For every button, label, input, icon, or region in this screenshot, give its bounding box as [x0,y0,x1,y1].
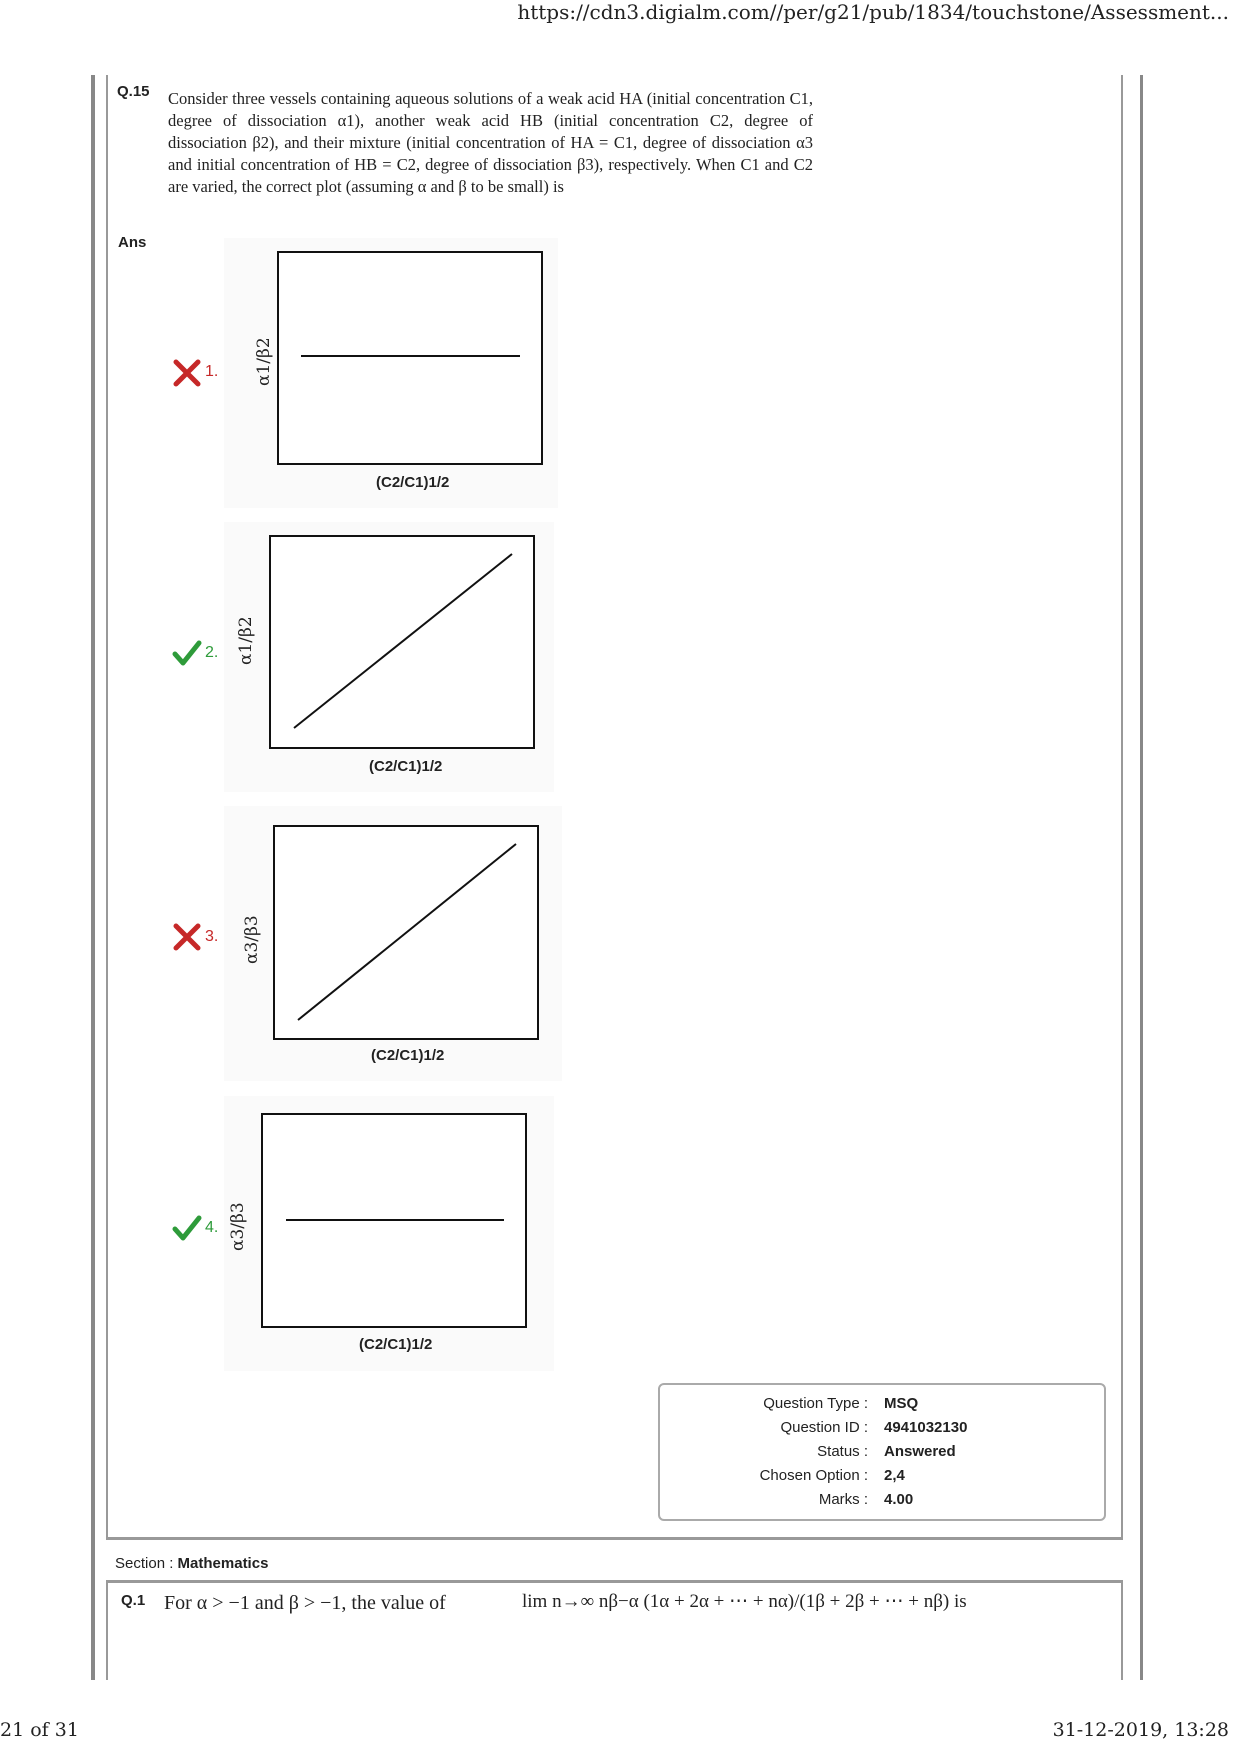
page-url: https://cdn3.digialm.com//per/g21/pub/1834/touchstone/Assessment... [517,0,1229,24]
option-2-ylabel: α1/β2 [236,616,256,665]
option-4-ylabel: α3/β3 [228,1202,248,1251]
page-count: 21 of 31 [0,1719,79,1741]
option-1-number: 1. [205,363,219,380]
question-number: Q.15 [117,83,150,100]
option-3-chart [224,806,562,1081]
check-icon [172,1213,202,1243]
option-1-xlabel: (C2/C1)1/2 [376,474,450,491]
option-4-plot [224,1096,554,1371]
option-3-xlabel: (C2/C1)1/2 [371,1047,445,1064]
section-heading: Section : Mathematics [115,1555,269,1572]
option-1-chart [224,238,558,508]
info-status: Status : Answered [817,1443,956,1460]
check-icon [172,638,202,668]
print-datetime: 31-12-2019, 13:28 [1052,1719,1229,1741]
option-3-number: 3. [205,928,219,945]
option-1-plot [224,238,558,508]
option-3-plot [224,806,562,1081]
page-right-border [1140,75,1143,1680]
plot-frame [278,252,542,464]
next-question-math: lim n→∞ nβ−α (1α + 2α + ⋯ + nα)/(1β + 2β + ⋯ + nβ) is [522,1591,967,1612]
page-left-border [91,75,95,1680]
info-chosen-option: Chosen Option : 2,4 [759,1467,905,1484]
option-2-chart [224,522,554,792]
option-2-plot [224,522,554,792]
option-1-ylabel: α1/β2 [254,337,274,386]
info-marks: Marks : 4.00 [818,1491,914,1508]
option-4-number: 4. [205,1219,219,1236]
info-question-type: Question Type : MSQ [763,1395,919,1412]
option-2-xlabel: (C2/C1)1/2 [369,758,443,775]
info-question-id: Question ID : 4941032130 [780,1419,968,1436]
option-4-chart [224,1096,554,1371]
cross-icon [172,922,202,952]
next-question-text: For α > −1 and β > −1, the value of [164,1592,446,1614]
answer-label: Ans [118,234,147,251]
option-3-ylabel: α3/β3 [242,915,262,964]
next-question-number: Q.1 [121,1592,146,1609]
section-name: Mathematics [177,1555,269,1572]
cross-icon [172,358,202,388]
question-text: Consider three vessels containing aqueous solutions of a weak acid HA (initial concentration C1, degree of dissociation α1), another weak acid HB (initial concentration C2, degree of dissociation β2), and their mixture (initial concentration of HA = C1, degree of dissociation α3 and initial concentration of HB = C2, degree of dissociation β3), respectively. When C1 and C2 are varied, the correct plot (assuming α and β to be small) is [168,89,813,196]
option-4-xlabel: (C2/C1)1/2 [359,1336,433,1353]
question-info-box [658,1383,1106,1521]
option-2-number: 2. [205,644,219,661]
